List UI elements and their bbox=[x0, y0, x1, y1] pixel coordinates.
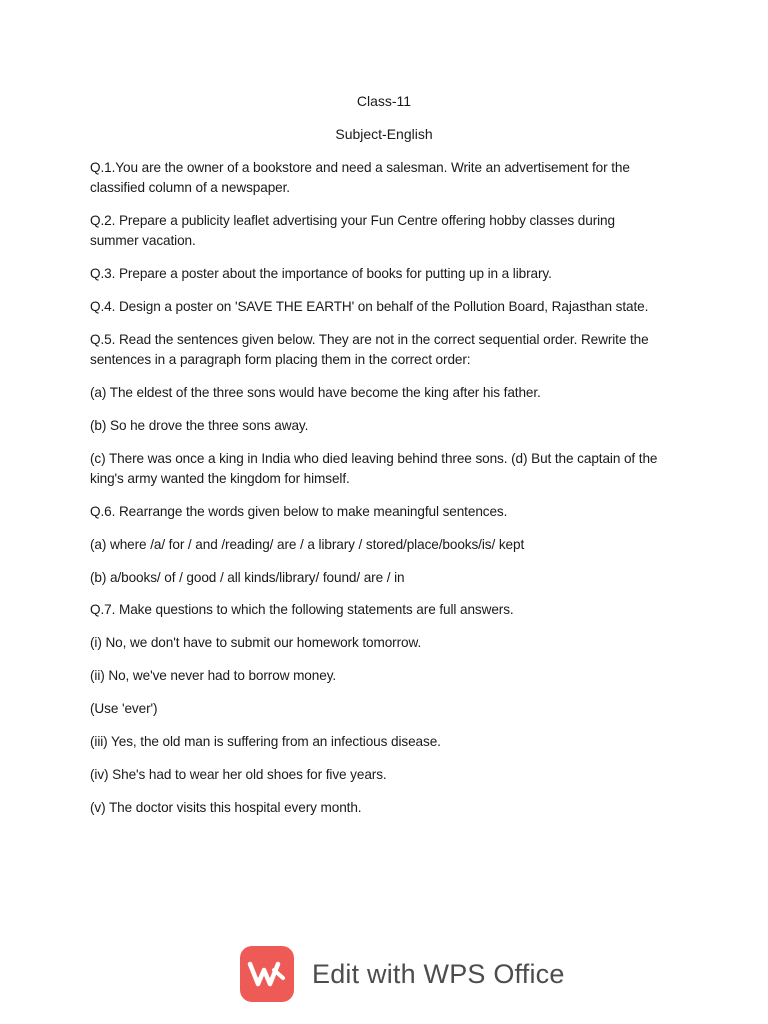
question-paragraph bbox=[90, 264, 690, 284]
paragraph-line: sentences in a paragraph form placing them in the correct order: bbox=[90, 352, 471, 367]
paragraph-line: summer vacation. bbox=[90, 233, 196, 248]
question-paragraph bbox=[90, 568, 690, 588]
paragraph-line: (i) No, we don't have to submit our homework tomorrow. bbox=[90, 635, 422, 650]
question-paragraph bbox=[90, 502, 690, 522]
wps-edit-banner[interactable] bbox=[240, 946, 565, 1002]
paragraph-line: king's army wanted the kingdom for himself. bbox=[90, 471, 350, 486]
question-paragraph bbox=[90, 330, 690, 370]
question-paragraph bbox=[90, 158, 690, 198]
paragraph-line: classified column of a newspaper. bbox=[90, 180, 290, 195]
question-paragraph bbox=[90, 449, 690, 489]
question-paragraph bbox=[90, 535, 690, 555]
question-paragraph bbox=[90, 297, 690, 317]
wps-logo-icon[interactable] bbox=[240, 946, 294, 1002]
paragraph-line: (a) The eldest of the three sons would have become the king after his father. bbox=[90, 385, 541, 400]
paragraph-line: Q.2. Prepare a publicity leaflet advertising your Fun Centre offering hobby classes during bbox=[90, 213, 615, 228]
paragraph-line: (iv) She's had to wear her old shoes for five years. bbox=[90, 767, 387, 782]
paragraph-line: (ii) No, we've never had to borrow money. bbox=[90, 668, 337, 683]
question-paragraph bbox=[90, 699, 690, 719]
paragraph-line: (c) There was once a king in India who died leaving behind three sons. (d) But the captain of the bbox=[90, 451, 658, 466]
question-paragraph bbox=[90, 211, 690, 251]
paragraph-line: (Use 'ever') bbox=[90, 701, 158, 716]
question-paragraph bbox=[90, 798, 690, 818]
question-paragraph bbox=[90, 383, 690, 403]
paragraph-line: Q.5. Read the sentences given below. They are not in the correct sequential order. Rewrite the bbox=[90, 332, 649, 347]
paragraph-line: Q.6. Rearrange the words given below to make meaningful sentences. bbox=[90, 504, 508, 519]
document-subject: Subject-English bbox=[335, 126, 433, 142]
question-paragraph bbox=[90, 666, 690, 686]
paragraph-line: Q.4. Design a poster on 'SAVE THE EARTH' on behalf of the Pollution Board, Rajasthan state. bbox=[90, 299, 649, 314]
question-paragraph bbox=[90, 633, 690, 653]
wps-edit-label[interactable]: Edit with WPS Office bbox=[312, 958, 565, 989]
paragraph-line: (b) a/books/ of / good / all kinds/library/ found/ are / in bbox=[90, 570, 405, 585]
question-paragraph bbox=[90, 765, 690, 785]
document-title: Class-11 bbox=[356, 93, 412, 109]
paragraph-line: Q.1.You are the owner of a bookstore and need a salesman. Write an advertisement for the bbox=[90, 160, 630, 175]
question-paragraph bbox=[90, 416, 690, 436]
paragraph-line: (b) So he drove the three sons away. bbox=[90, 418, 309, 433]
paragraph-line: (iii) Yes, the old man is suffering from an infectious disease. bbox=[90, 734, 441, 749]
paragraph-line: (v) The doctor visits this hospital every month. bbox=[90, 800, 362, 815]
question-paragraph bbox=[90, 732, 690, 752]
paragraph-line: Q.3. Prepare a poster about the importance of books for putting up in a library. bbox=[90, 266, 552, 281]
paragraph-line: Q.7. Make questions to which the following statements are full answers. bbox=[90, 602, 514, 617]
paragraph-line: (a) where /a/ for / and /reading/ are / a library / stored/place/books/is/ kept bbox=[90, 537, 525, 552]
question-paragraph bbox=[90, 600, 690, 620]
